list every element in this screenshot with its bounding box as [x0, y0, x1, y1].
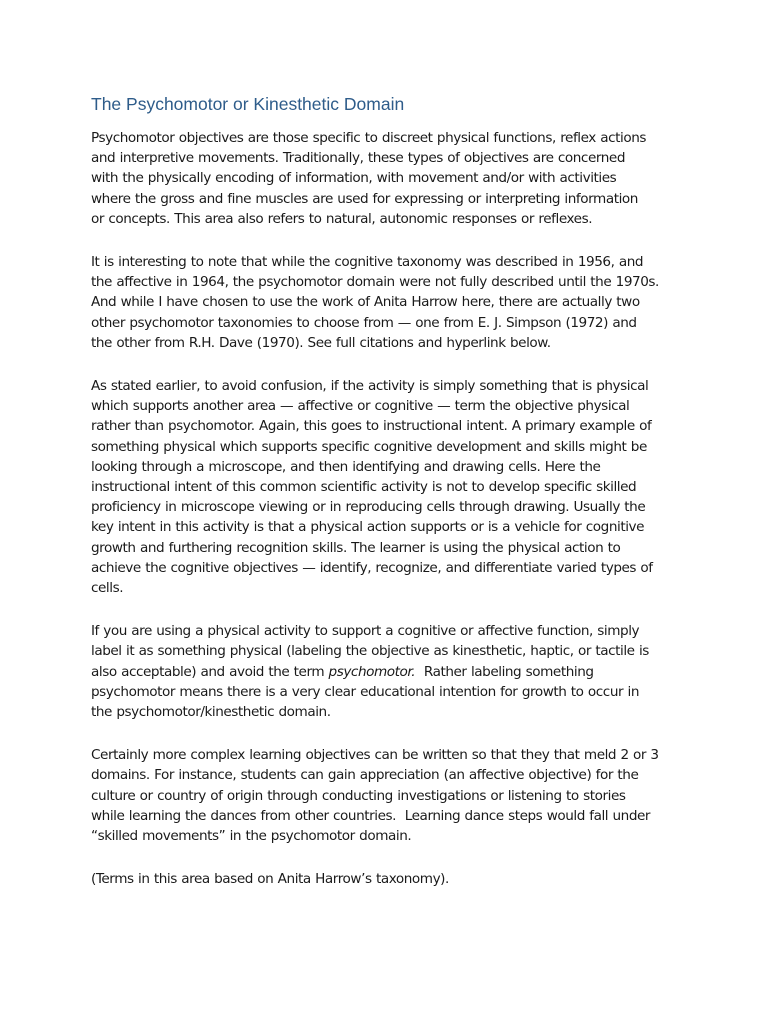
text-line: culture or country of origin through conducting investigations or listening to stories — [91, 787, 626, 804]
text-line: domains. For instance, students can gain appreciation (an affective objective) for the — [91, 767, 639, 784]
text-line: label it as something physical (labeling the objective as kinesthetic, haptic, or tactile is — [91, 643, 649, 660]
text-line: the affective in 1964, the psychomotor domain were not fully described until the 1970s. — [91, 274, 659, 291]
text-line: If you are using a physical activity to support a cognitive or affective function, simply — [91, 623, 640, 640]
paragraph-multi-domain — [91, 745, 691, 846]
text-line: something physical which supports specific cognitive development and skills might be — [91, 438, 647, 455]
page-title: The Psychomotor or Kinesthetic Domain — [91, 94, 405, 114]
text-line: As stated earlier, to avoid confusion, if the activity is simply something that is physical — [91, 378, 649, 395]
text-line: It is interesting to note that while the cognitive taxonomy was described in 1956, and — [91, 254, 644, 271]
text-line: and interpretive movements. Traditionally, these types of objectives are concerned — [91, 150, 626, 167]
paragraph-intro — [91, 128, 691, 229]
text-line: psychomotor means there is a very clear educational intention for growth to occur in — [91, 683, 639, 700]
text-line: Certainly more complex learning objectives can be written so that they that meld 2 or 3 — [91, 747, 659, 764]
text-line: looking through a microscope, and then identifying and drawing cells. Here the — [91, 458, 601, 475]
text-line — [91, 662, 691, 682]
text-line: “skilled movements” in the psychomotor domain. — [91, 828, 412, 845]
text-line: key intent in this activity is that a physical action supports or is a vehicle for cognitive — [91, 519, 645, 536]
text-line: achieve the cognitive objectives — identify, recognize, and differentiate varied types of — [91, 559, 653, 576]
text-line: while learning the dances from other countries. Learning dance steps would fall under — [91, 807, 651, 824]
text-line: proficiency in microscope viewing or in reproducing cells through drawing. Usually the — [91, 499, 646, 516]
text-line: Psychomotor objectives are those specific to discreet physical functions, reflex actions — [91, 130, 647, 146]
text-line: with the physically encoding of information, with movement and/or with activities — [91, 170, 617, 187]
paragraph-labeling-advice — [91, 621, 691, 722]
text-line: And while I have chosen to use the work of Anita Harrow here, there are actually two — [91, 294, 640, 311]
text-line: cells. — [91, 580, 124, 597]
text-line: (Terms in this area based on Anita Harrow’s taxonomy). — [91, 871, 449, 888]
text-line: growth and furthering recognition skills. The learner is using the physical action to — [91, 539, 621, 556]
text-line: other psychomotor taxonomies to choose from — one from E. J. Simpson (1972) and — [91, 314, 637, 331]
paragraph-physical-vs-psychomotor — [91, 376, 691, 598]
text-line: the other from R.H. Dave (1970). See full citations and hyperlink below. — [91, 334, 551, 351]
text-run: Rather labeling something — [415, 663, 594, 680]
text-line: or concepts. This area also refers to natural, autonomic responses or reflexes. — [91, 210, 593, 227]
text-line: rather than psychomotor. Again, this goes to instructional intent. A primary example of — [91, 418, 652, 435]
document-body — [91, 92, 691, 913]
text-line: where the gross and fine muscles are used for expressing or interpreting information — [91, 190, 638, 207]
emphasized-term: psychomotor. — [328, 663, 416, 680]
text-run: also acceptable) and avoid the term — [91, 663, 329, 680]
paragraph-attribution — [91, 869, 691, 889]
text-line: instructional intent of this common scientific activity is not to develop specific skilled — [91, 479, 637, 496]
paragraph-taxonomy-history — [91, 252, 691, 353]
text-line: which supports another area — affective or cognitive — term the objective physical — [91, 398, 630, 415]
text-line: the psychomotor/kinesthetic domain. — [91, 704, 331, 721]
